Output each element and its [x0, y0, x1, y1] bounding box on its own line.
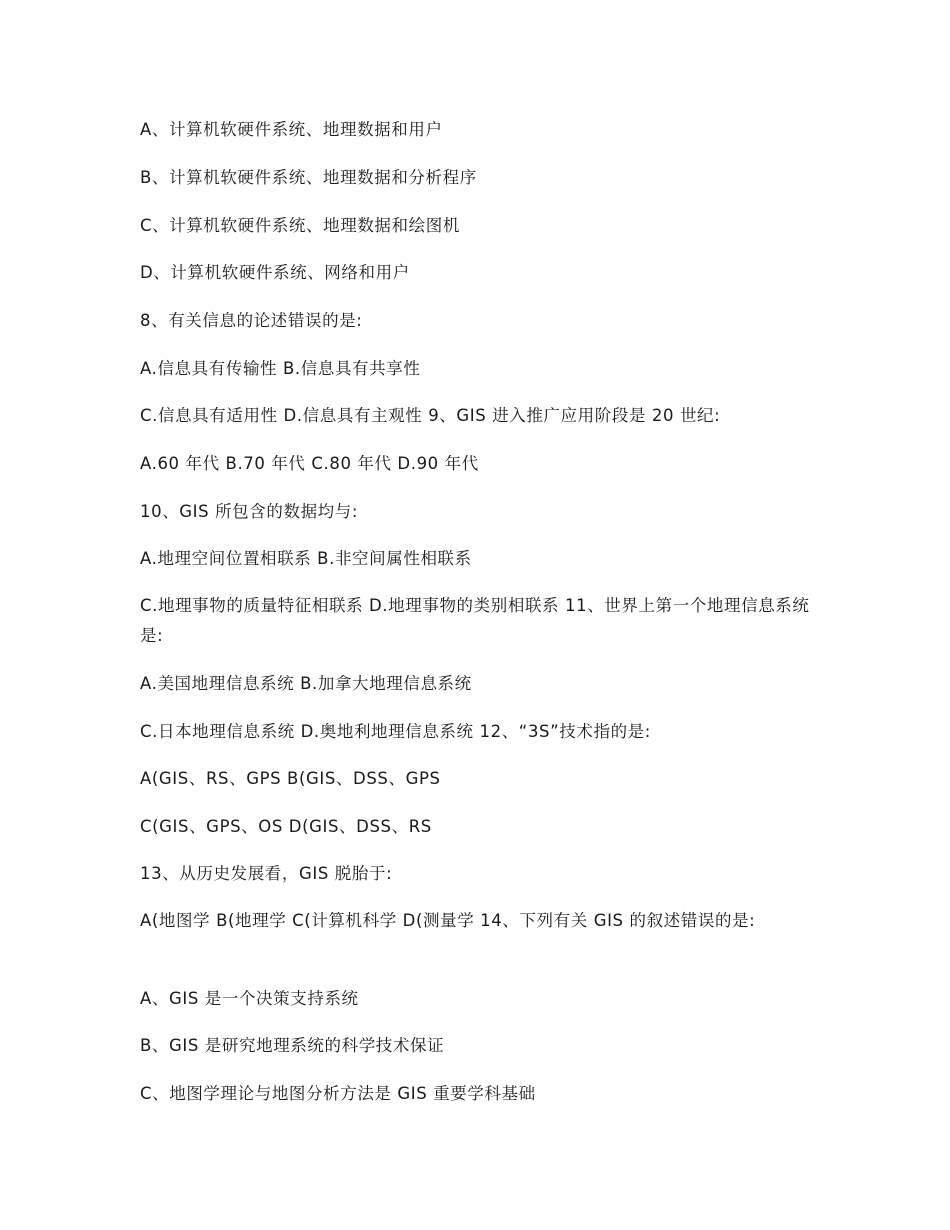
options-8ab: A.信息具有传输性 B.信息具有共享性 — [140, 359, 421, 378]
option-7b: B、计算机软硬件系统、地理数据和分析程序 — [140, 168, 477, 187]
options-11cd-question-12: C.日本地理信息系统 D.奥地利地理信息系统 12、“3S”技术指的是: — [140, 722, 651, 741]
question-13: 13、从历史发展看，GIS 脱胎于: — [140, 864, 393, 883]
option-14c: C、地图学理论与地图分析方法是 GIS 重要学科基础 — [140, 1084, 536, 1103]
options-10cd-question-11: C.地理事物的质量特征相联系 D.地理事物的类别相联系 11、世界上第一个地理信息系统是: — [140, 596, 810, 645]
option-7c: C、计算机软硬件系统、地理数据和绘图机 — [140, 216, 460, 235]
options-8cd-question-9: C.信息具有适用性 D.信息具有主观性 9、GIS 进入推广应用阶段是 20 世纪: — [140, 406, 721, 425]
options-11ab: A.美国地理信息系统 B.加拿大地理信息系统 — [140, 674, 472, 693]
option-14b: B、GIS 是研究地理系统的科学技术保证 — [140, 1036, 445, 1055]
question-8: 8、有关信息的论述错误的是: — [140, 311, 363, 330]
option-7d: D、计算机软硬件系统、网络和用户 — [140, 263, 410, 282]
question-10: 10、GIS 所包含的数据均与: — [140, 502, 359, 521]
options-10ab: A.地理空间位置相联系 B.非空间属性相联系 — [140, 549, 472, 568]
options-12ab: A(GIS、RS、GPS B(GIS、DSS、GPS — [140, 769, 441, 788]
options-12cd: C(GIS、GPS、OS D(GIS、DSS、RS — [140, 817, 432, 836]
options-9: A.60 年代 B.70 年代 C.80 年代 D.90 年代 — [140, 454, 479, 473]
option-7a: A、计算机软硬件系统、地理数据和用户 — [140, 120, 443, 139]
option-14a: A、GIS 是一个决策支持系统 — [140, 989, 359, 1008]
options-13-question-14: A(地图学 B(地理学 C(计算机科学 D(测量学 14、下列有关 GIS 的叙述错误的是: — [140, 911, 756, 930]
